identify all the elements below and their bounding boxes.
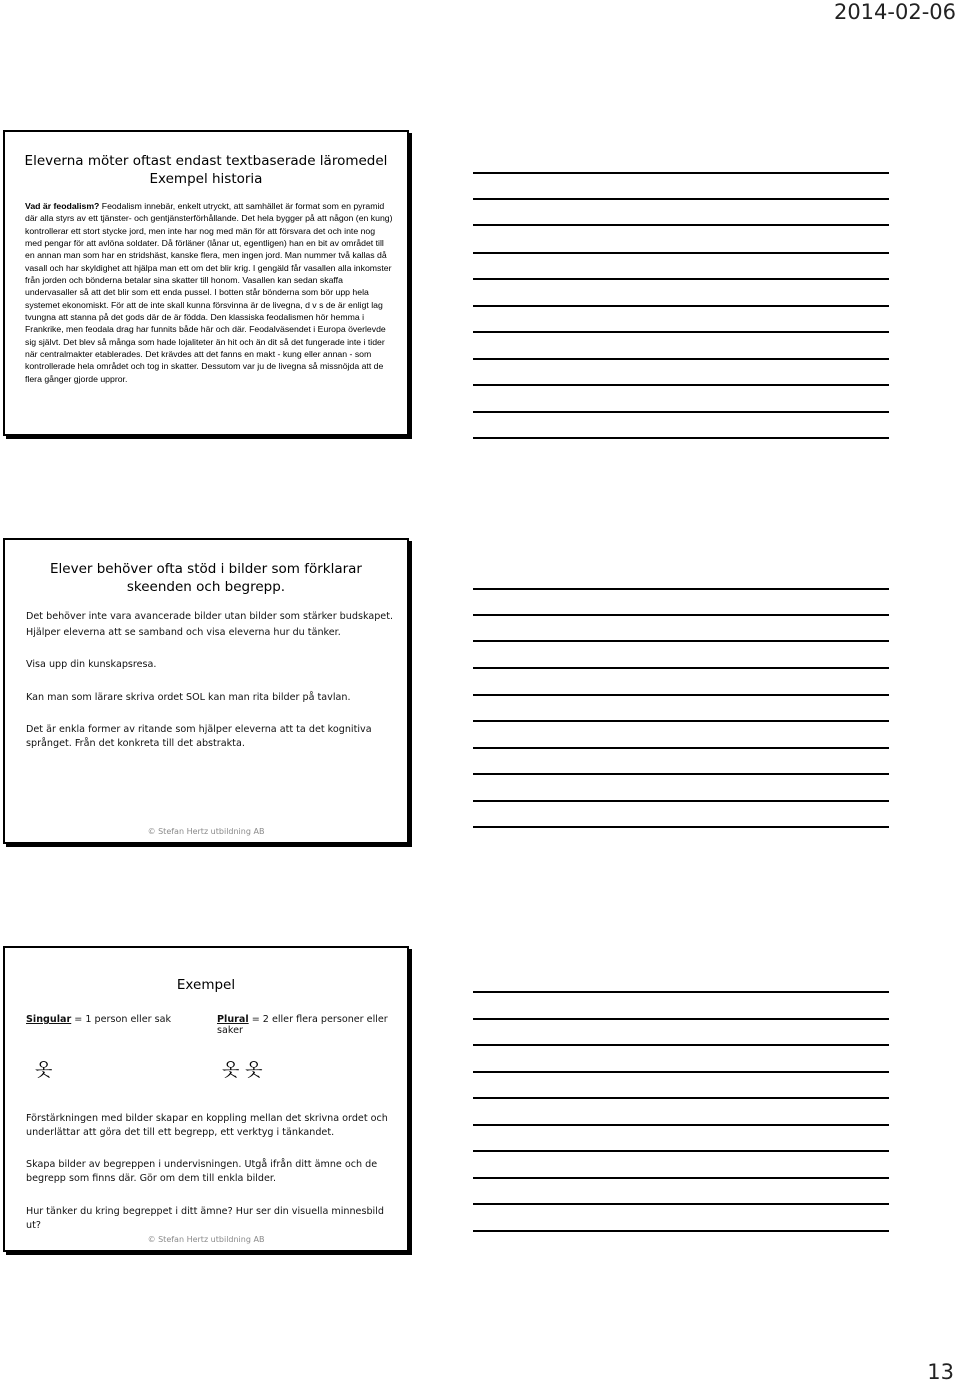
note-line [473, 991, 889, 993]
paragraph-line: Hjälper eleverna att se samband och visa eleverna hur du tänker. [26, 626, 341, 638]
slide-title [5, 560, 407, 596]
slide-body-text [25, 200, 393, 385]
paragraph-line: Skapa bilder av begreppen i undervisningen. Utgå ifrån ditt ämne och de [26, 1159, 378, 1170]
paragraph-line: Det behöver inte vara avancerade bilder utan bilder som stärker budskapet. [26, 611, 394, 622]
note-line [473, 720, 889, 722]
plural-definition [217, 1014, 407, 1036]
note-line [473, 773, 889, 775]
note-line [473, 278, 889, 280]
note-line [473, 588, 889, 590]
slide-paragraph [26, 1158, 397, 1185]
slide-paragraph [26, 610, 397, 639]
note-line [473, 747, 889, 749]
singular-definition [26, 1014, 171, 1025]
plural-text: = 2 eller flera personer eller saker [217, 1014, 388, 1036]
paragraph-line: begrepp som finns där. Gör om dem till enkla bilder. [26, 1172, 277, 1184]
slide-title-line: skeenden och begrepp. [126, 579, 286, 595]
note-line [473, 252, 889, 254]
singular-text: = 1 person eller sak [71, 1014, 172, 1025]
note-line [473, 172, 889, 174]
two-person-symbol: 옷 옷 [222, 1060, 263, 1081]
slide-title: Exempel [176, 977, 236, 993]
slide-paragraph [26, 1112, 397, 1139]
note-line [473, 640, 889, 642]
note-line [473, 331, 889, 333]
paragraph-line: språnget. Från det konkreta till det abstrakta. [26, 737, 245, 749]
page-date: 2014-02-06 [833, 0, 956, 24]
slide-title [5, 152, 407, 188]
note-line [473, 411, 889, 413]
slide-paragraph [26, 691, 397, 705]
note-line [473, 800, 889, 802]
note-line [473, 437, 889, 439]
paragraph-line: Visa upp din kunskapsresa. [26, 659, 157, 671]
note-line [473, 614, 889, 616]
note-line [473, 1230, 889, 1232]
note-line [473, 1097, 889, 1099]
note-line [473, 667, 889, 669]
note-line [473, 198, 889, 200]
singular-label: Singular [26, 1014, 72, 1025]
paragraph-line: Kan man som lärare skriva ordet SOL kan man rita bilder på tavlan. [26, 691, 351, 703]
note-line [473, 305, 889, 307]
body-paragraph: Feodalism innebär, enkelt utryckt, att samhället är format som en pyramid där alla styrs av ett tjänster- och gentjänsterförhållande. Det hela bygger på att någon (en kung) kontrollerar ett stort stycke jord, men inte har nog med män för att försvara det och inte nog med pengar för att avlöna soldater. Då förläner (lånar ut, egentligen) han en bit av området till en annan man som har en stridshäst, kanske flera, men ingen jord. Man nummer två kallas då vasall och har skyldighet att hjälpa man ett om det blir krig. I gengäld får vasallen alla inkomster från jorden och bönderna betalar sina skatter till honom. Vasallen kan sedan skaffa undervasaller så att det blir som ett enda pussel. I botten står bönderna som bör upp hela systemet ekonomiskt. För att de inte skall kunna försvinna är de livegna, d v s de är enligt lag tvungna att stanna på det gods där de är födda. Den klassiska feodalismen hör hemma i Frankrike, men feodala drag har funnits både här och där. Feodalväsendet i Europa överlevde sig självt. Det blev så många som hade lojaliteter än hit och än dit så det fungerade inte i tider när centralmakter etablerades. Det krävdes att det fanns en makt - kung eller annan - som kontrollerade hela området och tog in skatter. Dessutom var ju de livegna så missnöjda att de flera gånger gjorde uppror. [25, 201, 393, 384]
paragraph-line: Det är enkla former av ritande som hjälper eleverna att ta det kognitiva [26, 724, 372, 736]
note-line [473, 1044, 889, 1046]
slide-2 [3, 538, 409, 844]
slide-3 [3, 946, 409, 1252]
slide-paragraph [26, 658, 397, 672]
note-line [473, 826, 889, 828]
note-line [473, 694, 889, 696]
note-line [473, 224, 889, 226]
note-line [473, 1124, 889, 1126]
slide-paragraph [26, 723, 397, 750]
note-line [473, 358, 889, 360]
note-line [473, 1177, 889, 1179]
note-line [473, 1018, 889, 1020]
slide-1 [3, 130, 409, 436]
slide-title-line: Eleverna möter oftast endast textbaserade läromedel [24, 153, 388, 169]
slide-copyright: © Stefan Hertz utbildning AB [147, 827, 265, 836]
note-line [473, 1203, 889, 1205]
paragraph-line: Förstärkningen med bilder skapar en koppling mellan det skrivna ordet och [26, 1113, 388, 1124]
note-line [473, 1150, 889, 1152]
number-examples [5, 1014, 407, 1036]
person-symbol: 옷 [35, 1060, 53, 1081]
slide-copyright: © Stefan Hertz utbildning AB [147, 1235, 265, 1244]
slide-title-line: Exempel historia [149, 171, 263, 187]
slide-paragraph [26, 1205, 397, 1232]
note-line [473, 1071, 889, 1073]
slide-title-line: Elever behöver ofta stöd i bilder som förklarar [50, 561, 362, 577]
page-number: 13 [927, 1360, 954, 1384]
paragraph-line: underlättar att göra det till ett begrepp, ett verktyg i tänkandet. [26, 1126, 335, 1138]
note-line [473, 384, 889, 386]
lead-question: Vad är feodalism? [25, 201, 100, 211]
plural-label: Plural [217, 1014, 249, 1025]
paragraph-line: Hur tänker du kring begreppet i ditt ämne? Hur ser din visuella minnesbild ut? [26, 1206, 384, 1231]
